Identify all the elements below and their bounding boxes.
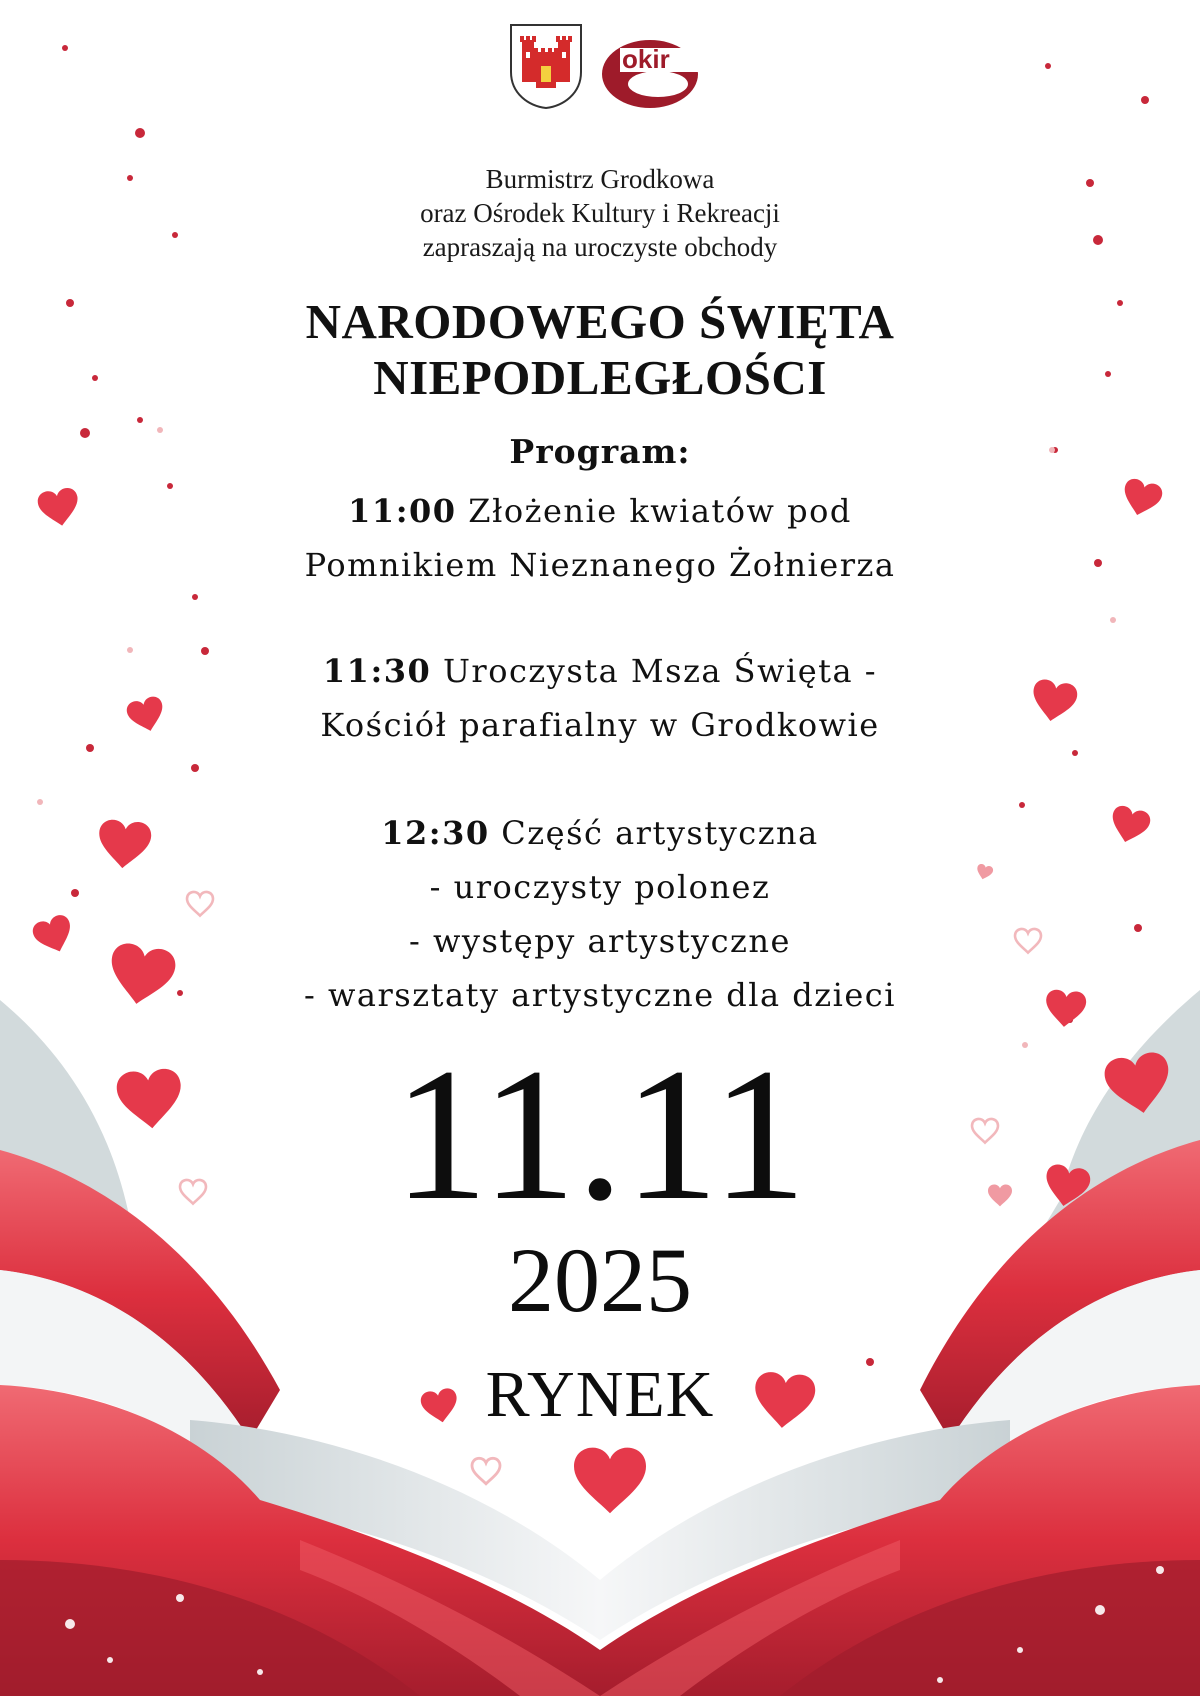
event-place: RYNEK: [485, 1358, 715, 1431]
program-item: [0, 806, 1200, 1022]
intro-line-2: oraz Ośrodek Kultury i Rekreacji: [420, 198, 780, 228]
program-item-text: Uroczysta Msza Święta -: [442, 652, 878, 690]
program-item-text: Złożenie kwiatów pod: [468, 492, 852, 530]
program-item-line-2: - uroczysty polonez: [429, 868, 771, 906]
okir-logo-text: okir: [622, 44, 670, 74]
program-item-time: 11:30: [322, 652, 432, 690]
program-item-time: 11:00: [348, 492, 457, 530]
program-item: [0, 644, 1200, 752]
program-item-line-1: [0, 806, 1200, 860]
invitation-intro: [0, 162, 1200, 264]
event-date: 11.11: [393, 1030, 807, 1240]
program-item-line-3: - występy artystyczne: [409, 922, 791, 960]
program-item: [0, 484, 1200, 592]
grodkow-coat-of-arms-logo: [508, 22, 584, 110]
event-year: 2025: [508, 1229, 692, 1331]
program-item-line-1: [0, 644, 1200, 698]
program-label: Program:: [509, 432, 691, 471]
event-title: [0, 294, 1200, 406]
program-item-line-2: Pomnikiem Nieznanego Żołnierza: [304, 546, 896, 584]
program-item-line-4: - warsztaty artystyczne dla dzieci: [304, 976, 896, 1014]
program-item-time: 12:30: [381, 814, 490, 852]
program-item-line-1: [0, 484, 1200, 538]
title-line-2: NIEPODLEGŁOŚCI: [373, 350, 827, 405]
intro-line-3: zapraszają na uroczyste obchody: [422, 232, 778, 262]
program-item-text: Część artystyczna: [501, 814, 819, 852]
title-line-1: NARODOWEGO ŚWIĘTA: [305, 294, 895, 349]
okir-logo: [600, 32, 710, 112]
program-item-line-2: Kościół parafialny w Grodkowie: [320, 706, 880, 744]
intro-line-1: Burmistrz Grodkowa: [485, 164, 715, 194]
logo-bar: [0, 18, 1200, 118]
